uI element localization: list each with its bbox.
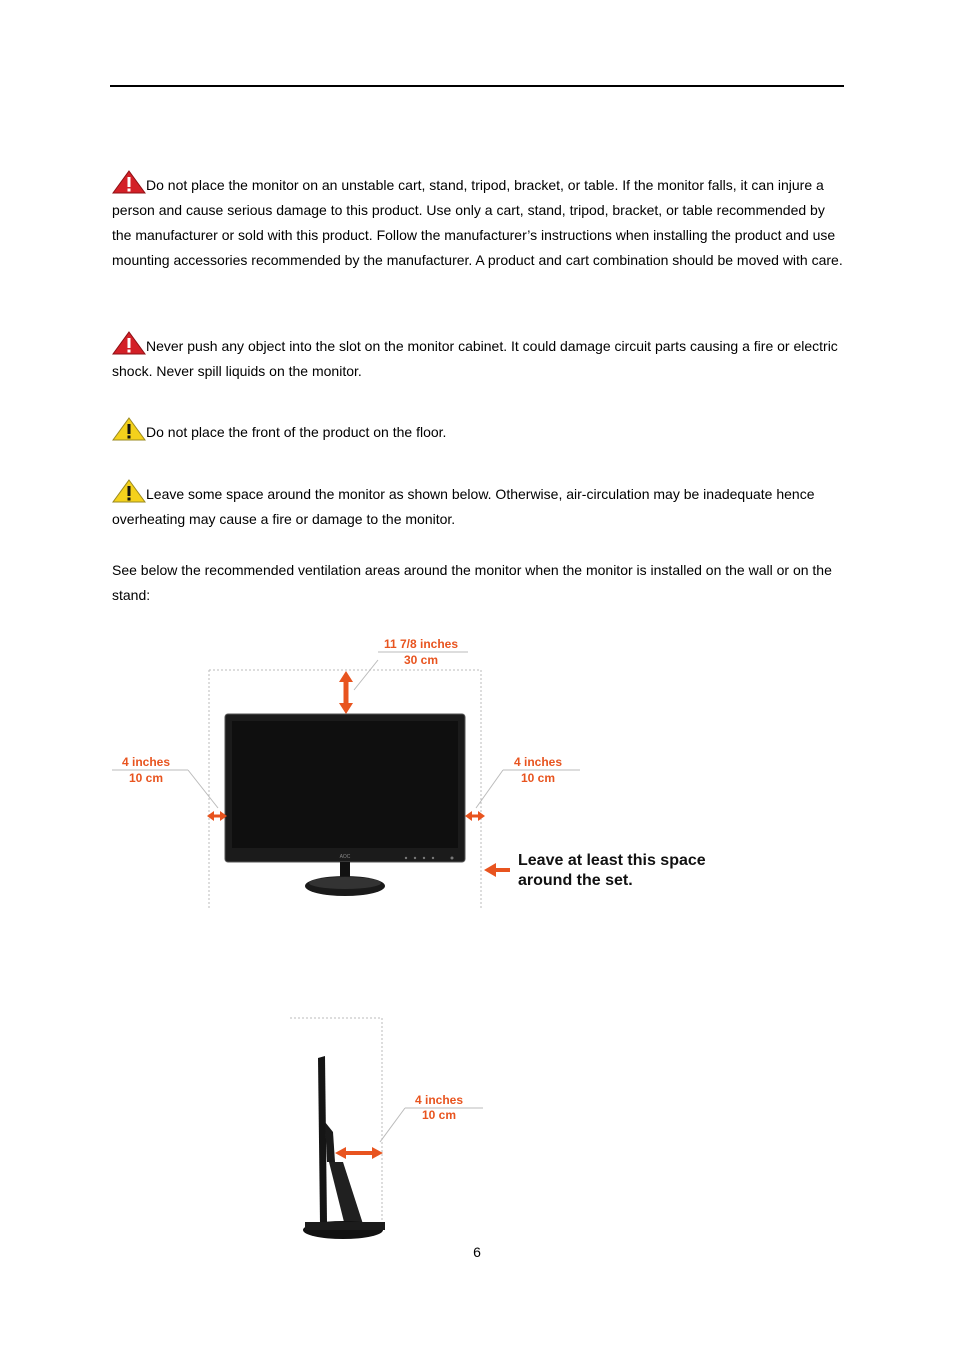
right-label-cm: 10 cm [520,771,556,785]
right-label-inches: 4 inches [513,755,563,769]
header-rule [110,85,844,87]
warning-text: Never push any object into the slot on the monitor cabinet. It could damage circuit parts causing a fire or electric shock. Never spill liquids on the monitor. [112,338,838,379]
warning-unstable-surface [112,170,844,273]
monitor-logo: AOC [339,854,351,860]
top-label-inches: 11 7/8 inches [383,637,459,651]
note-line-1: Leave at least this space [518,852,706,869]
note-line-2: around the set. [518,872,633,889]
caution-yellow-icon [112,479,146,503]
side-ventilation-diagram [285,1012,495,1247]
ventilation-intro: See below the recommended ventilation areas around the monitor when the monitor is installed on the wall or on the stand: [112,562,832,603]
warning-red-icon [112,331,146,355]
warning-text: Do not place the monitor on an unstable cart, stand, tripod, bracket, or table. If the monitor falls, it can injure a person and cause serious damage to this product. Use only a cart, stand, tripod, bracket, or table recommended by the manufacturer or sold with this product. Follow the manufacturer’s instructions when installing the product and use mounting accessories recommended by the manufacturer. A product and cart combination should be moved with care. [112,177,843,268]
caution-floor [112,417,844,445]
top-label-cm: 30 cm [403,653,439,667]
front-ventilation-diagram [108,630,748,915]
caution-text: Leave some space around the monitor as shown below. Otherwise, air-circulation may be inadequate hence overheating may cause a fire or damage to the monitor. [112,486,815,527]
page-number: 6 [473,1244,481,1260]
side-label-inches: 4 inches [414,1093,464,1107]
left-label-inches: 4 inches [121,755,171,769]
warning-object-slot [112,331,844,384]
side-label-cm: 10 cm [421,1108,457,1122]
caution-yellow-icon [112,417,146,441]
left-label-cm: 10 cm [128,771,164,785]
monitor-front [225,714,465,896]
warning-red-icon [112,170,146,194]
caution-text: Do not place the front of the product on the floor. [146,424,447,440]
caution-space [112,479,844,532]
